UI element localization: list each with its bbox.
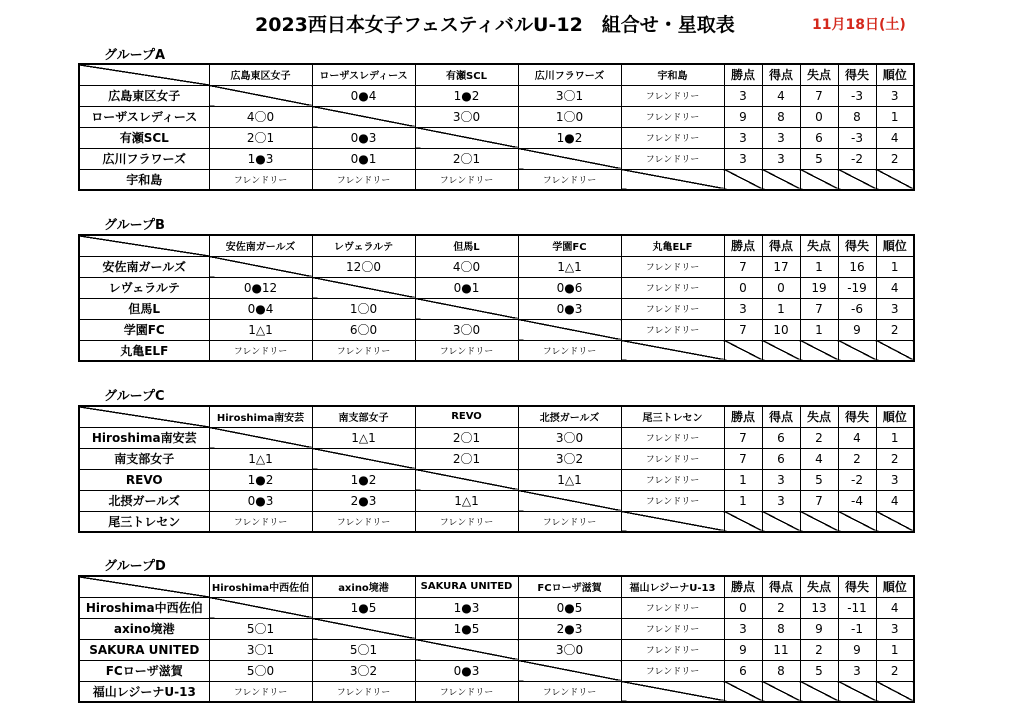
stat-column-header: 順位 xyxy=(876,235,914,256)
stat-column-header: 勝点 xyxy=(724,576,762,597)
table-row xyxy=(79,427,914,448)
self-match-cell xyxy=(518,660,621,681)
corner-cell xyxy=(79,235,209,256)
result-cell: 2〇1 xyxy=(415,148,518,169)
stat-cell: 4 xyxy=(838,427,876,448)
header-row xyxy=(79,64,914,85)
team-column-header: 学園FC xyxy=(518,235,621,256)
stat-cell: -3 xyxy=(838,127,876,148)
team-row-header: REVO xyxy=(79,469,209,490)
self-match-cell xyxy=(312,277,415,298)
stat-cell: 3 xyxy=(762,490,800,511)
empty-stat-cell xyxy=(800,169,838,190)
team-column-header: レヴェラルテ xyxy=(312,235,415,256)
stat-cell: 7 xyxy=(800,298,838,319)
team-column-header: 広川フラワーズ xyxy=(518,64,621,85)
stat-cell: 4 xyxy=(876,597,914,618)
self-match-cell xyxy=(621,681,724,702)
friendly-cell: フレンドリー xyxy=(518,340,621,361)
team-row-header: FCローザ滋賀 xyxy=(79,660,209,681)
stat-cell: 8 xyxy=(838,106,876,127)
table-row xyxy=(79,660,914,681)
result-cell: 0●3 xyxy=(312,127,415,148)
stat-cell: 3 xyxy=(724,618,762,639)
self-match-cell xyxy=(312,618,415,639)
friendly-cell: フレンドリー xyxy=(621,427,724,448)
stat-cell: 0 xyxy=(724,277,762,298)
stat-cell: 1 xyxy=(724,469,762,490)
stat-cell: 2 xyxy=(876,148,914,169)
team-column-header: Hiroshima中西佐伯 xyxy=(209,576,312,597)
friendly-cell: フレンドリー xyxy=(621,618,724,639)
stat-cell: 3 xyxy=(724,298,762,319)
standings-table xyxy=(78,63,915,191)
stat-cell: 7 xyxy=(800,85,838,106)
friendly-cell: フレンドリー xyxy=(209,169,312,190)
standings-table xyxy=(78,405,915,533)
stat-cell: 9 xyxy=(724,106,762,127)
self-match-cell xyxy=(209,427,312,448)
empty-stat-cell xyxy=(876,681,914,702)
friendly-cell: フレンドリー xyxy=(518,511,621,532)
corner-cell xyxy=(79,64,209,85)
page-title: 2023西日本女子フェスティバルU-12 組合せ・星取表 xyxy=(255,14,735,36)
friendly-cell: フレンドリー xyxy=(415,169,518,190)
result-cell: 5〇1 xyxy=(209,618,312,639)
table-row xyxy=(79,618,914,639)
team-column-header: Hiroshima南安芸 xyxy=(209,406,312,427)
stat-column-header: 失点 xyxy=(800,406,838,427)
result-cell: 3〇2 xyxy=(312,660,415,681)
empty-stat-cell xyxy=(800,340,838,361)
result-cell: 2●3 xyxy=(518,618,621,639)
table-row xyxy=(79,340,914,361)
team-column-header: 安佐南ガールズ xyxy=(209,235,312,256)
result-cell: 1●3 xyxy=(209,148,312,169)
stat-cell: 9 xyxy=(724,639,762,660)
team-column-header: 福山レジーナU-13 xyxy=(621,576,724,597)
team-column-header: 但馬L xyxy=(415,235,518,256)
event-date: 11月18日(土) xyxy=(812,17,906,33)
stat-cell: 3 xyxy=(876,618,914,639)
stat-column-header: 勝点 xyxy=(724,235,762,256)
stat-cell: 8 xyxy=(762,618,800,639)
stat-column-header: 順位 xyxy=(876,406,914,427)
result-cell: 1●2 xyxy=(518,127,621,148)
result-cell: 1△1 xyxy=(312,427,415,448)
stat-cell: 9 xyxy=(800,618,838,639)
header-row xyxy=(79,406,914,427)
stat-cell: 1 xyxy=(876,639,914,660)
team-column-header: 有瀬SCL xyxy=(415,64,518,85)
friendly-cell: フレンドリー xyxy=(518,681,621,702)
table-row xyxy=(79,169,914,190)
stat-column-header: 勝点 xyxy=(724,64,762,85)
team-column-header: SAKURA UNITED xyxy=(415,576,518,597)
stat-cell: 4 xyxy=(800,448,838,469)
friendly-cell: フレンドリー xyxy=(621,256,724,277)
stat-cell: 3 xyxy=(724,127,762,148)
result-cell: 3〇0 xyxy=(415,106,518,127)
team-column-header: axino境港 xyxy=(312,576,415,597)
result-cell: 3〇1 xyxy=(209,639,312,660)
stat-cell: 0 xyxy=(800,106,838,127)
table-row xyxy=(79,448,914,469)
team-column-header: ローザスレディース xyxy=(312,64,415,85)
result-cell: 0●6 xyxy=(518,277,621,298)
team-row-header: 広島東区女子 xyxy=(79,85,209,106)
empty-stat-cell xyxy=(762,169,800,190)
corner-cell xyxy=(79,576,209,597)
friendly-cell: フレンドリー xyxy=(621,106,724,127)
team-column-header: 丸亀ELF xyxy=(621,235,724,256)
team-row-header: レヴェラルテ xyxy=(79,277,209,298)
result-cell: 2〇1 xyxy=(209,127,312,148)
stat-cell: 3 xyxy=(876,85,914,106)
empty-stat-cell xyxy=(724,511,762,532)
team-row-header: 学園FC xyxy=(79,319,209,340)
stat-cell: 8 xyxy=(762,106,800,127)
team-row-header: 南支部女子 xyxy=(79,448,209,469)
stat-cell: 7 xyxy=(800,490,838,511)
empty-stat-cell xyxy=(762,681,800,702)
table-row xyxy=(79,469,914,490)
result-cell: 1△1 xyxy=(518,469,621,490)
team-column-header: 北摂ガールズ xyxy=(518,406,621,427)
stat-cell: 11 xyxy=(762,639,800,660)
empty-stat-cell xyxy=(724,169,762,190)
stat-cell: 2 xyxy=(800,427,838,448)
empty-stat-cell xyxy=(838,340,876,361)
stat-cell: 1 xyxy=(800,256,838,277)
stat-column-header: 得点 xyxy=(762,576,800,597)
stat-column-header: 得点 xyxy=(762,406,800,427)
self-match-cell xyxy=(415,639,518,660)
stat-cell: 3 xyxy=(762,148,800,169)
stat-cell: 7 xyxy=(724,448,762,469)
stat-cell: 1 xyxy=(876,427,914,448)
result-cell: 1●2 xyxy=(415,85,518,106)
team-column-header: 尾三トレセン xyxy=(621,406,724,427)
stat-cell: 2 xyxy=(762,597,800,618)
self-match-cell xyxy=(518,319,621,340)
friendly-cell: フレンドリー xyxy=(415,681,518,702)
table-row xyxy=(79,85,914,106)
result-cell: 2●3 xyxy=(312,490,415,511)
friendly-cell: フレンドリー xyxy=(621,85,724,106)
empty-stat-cell xyxy=(724,681,762,702)
stat-cell: 6 xyxy=(762,427,800,448)
table-row xyxy=(79,511,914,532)
stat-cell: 2 xyxy=(800,639,838,660)
stat-cell: 9 xyxy=(838,639,876,660)
stat-column-header: 得点 xyxy=(762,235,800,256)
result-cell: 0●3 xyxy=(518,298,621,319)
result-cell: 0●4 xyxy=(312,85,415,106)
stat-cell: -1 xyxy=(838,618,876,639)
team-row-header: 尾三トレセン xyxy=(79,511,209,532)
table-row xyxy=(79,298,914,319)
empty-stat-cell xyxy=(838,511,876,532)
friendly-cell: フレンドリー xyxy=(621,490,724,511)
self-match-cell xyxy=(209,597,312,618)
empty-stat-cell xyxy=(800,511,838,532)
stat-cell: -19 xyxy=(838,277,876,298)
table-row xyxy=(79,127,914,148)
stat-cell: 0 xyxy=(762,277,800,298)
stat-cell: 6 xyxy=(762,448,800,469)
team-row-header: 広川フラワーズ xyxy=(79,148,209,169)
header-row xyxy=(79,235,914,256)
stat-cell: 10 xyxy=(762,319,800,340)
stat-cell: 19 xyxy=(800,277,838,298)
friendly-cell: フレンドリー xyxy=(209,340,312,361)
stat-cell: 6 xyxy=(724,660,762,681)
result-cell: 1●2 xyxy=(209,469,312,490)
stat-cell: 2 xyxy=(876,660,914,681)
self-match-cell xyxy=(312,106,415,127)
stat-column-header: 勝点 xyxy=(724,406,762,427)
stat-cell: -11 xyxy=(838,597,876,618)
result-cell: 1△1 xyxy=(209,448,312,469)
team-row-header: SAKURA UNITED xyxy=(79,639,209,660)
result-cell: 0●4 xyxy=(209,298,312,319)
self-match-cell xyxy=(209,85,312,106)
friendly-cell: フレンドリー xyxy=(621,277,724,298)
table-row xyxy=(79,597,914,618)
empty-stat-cell xyxy=(876,169,914,190)
self-match-cell xyxy=(415,469,518,490)
result-cell: 0●5 xyxy=(518,597,621,618)
result-cell: 2〇1 xyxy=(415,448,518,469)
stat-cell: 4 xyxy=(762,85,800,106)
result-cell: 2〇1 xyxy=(415,427,518,448)
self-match-cell xyxy=(312,448,415,469)
stat-cell: 3 xyxy=(838,660,876,681)
stat-cell: 3 xyxy=(762,127,800,148)
team-row-header: 福山レジーナU-13 xyxy=(79,681,209,702)
stat-cell: 17 xyxy=(762,256,800,277)
stat-cell: 7 xyxy=(724,319,762,340)
empty-stat-cell xyxy=(838,169,876,190)
result-cell: 1〇0 xyxy=(518,106,621,127)
table-row xyxy=(79,256,914,277)
friendly-cell: フレンドリー xyxy=(621,148,724,169)
result-cell: 1●5 xyxy=(415,618,518,639)
friendly-cell: フレンドリー xyxy=(621,469,724,490)
standings-table xyxy=(78,234,915,362)
result-cell: 4〇0 xyxy=(415,256,518,277)
stat-cell: 1 xyxy=(724,490,762,511)
table-row xyxy=(79,277,914,298)
friendly-cell: フレンドリー xyxy=(621,319,724,340)
friendly-cell: フレンドリー xyxy=(312,169,415,190)
stat-cell: 1 xyxy=(876,256,914,277)
friendly-cell: フレンドリー xyxy=(415,511,518,532)
friendly-cell: フレンドリー xyxy=(621,660,724,681)
self-match-cell xyxy=(415,127,518,148)
result-cell: 4〇0 xyxy=(209,106,312,127)
team-row-header: 但馬L xyxy=(79,298,209,319)
stat-column-header: 得点 xyxy=(762,64,800,85)
result-cell: 3〇0 xyxy=(518,639,621,660)
standings-table xyxy=(78,575,915,703)
table-row xyxy=(79,681,914,702)
friendly-cell: フレンドリー xyxy=(415,340,518,361)
stat-cell: 1 xyxy=(762,298,800,319)
stat-column-header: 得失 xyxy=(838,64,876,85)
friendly-cell: フレンドリー xyxy=(621,298,724,319)
stat-column-header: 得失 xyxy=(838,576,876,597)
team-column-header: 広島東区女子 xyxy=(209,64,312,85)
stat-cell: 3 xyxy=(876,298,914,319)
stat-cell: 6 xyxy=(800,127,838,148)
empty-stat-cell xyxy=(876,340,914,361)
team-column-header: FCローザ滋賀 xyxy=(518,576,621,597)
result-cell: 0●1 xyxy=(415,277,518,298)
friendly-cell: フレンドリー xyxy=(621,597,724,618)
group-label: グループD xyxy=(104,559,166,574)
friendly-cell: フレンドリー xyxy=(621,127,724,148)
stat-cell: 4 xyxy=(876,490,914,511)
table-row xyxy=(79,639,914,660)
team-column-header: 宇和島 xyxy=(621,64,724,85)
stat-cell: 7 xyxy=(724,427,762,448)
stat-cell: 4 xyxy=(876,277,914,298)
stat-cell: 1 xyxy=(800,319,838,340)
stat-cell: 5 xyxy=(800,148,838,169)
friendly-cell: フレンドリー xyxy=(621,639,724,660)
self-match-cell xyxy=(518,490,621,511)
stat-cell: -4 xyxy=(838,490,876,511)
friendly-cell: フレンドリー xyxy=(312,681,415,702)
empty-stat-cell xyxy=(838,681,876,702)
stat-cell: 0 xyxy=(724,597,762,618)
team-row-header: axino境港 xyxy=(79,618,209,639)
empty-stat-cell xyxy=(762,340,800,361)
self-match-cell xyxy=(621,511,724,532)
empty-stat-cell xyxy=(724,340,762,361)
result-cell: 1●5 xyxy=(312,597,415,618)
team-row-header: 宇和島 xyxy=(79,169,209,190)
result-cell: 1●3 xyxy=(415,597,518,618)
friendly-cell: フレンドリー xyxy=(312,340,415,361)
stat-column-header: 順位 xyxy=(876,64,914,85)
stat-cell: 16 xyxy=(838,256,876,277)
stat-cell: 5 xyxy=(800,660,838,681)
result-cell: 0●12 xyxy=(209,277,312,298)
table-row xyxy=(79,106,914,127)
self-match-cell xyxy=(518,148,621,169)
group-label: グループC xyxy=(104,389,165,404)
result-cell: 5〇1 xyxy=(312,639,415,660)
stat-cell: 2 xyxy=(876,319,914,340)
stat-cell: -6 xyxy=(838,298,876,319)
friendly-cell: フレンドリー xyxy=(209,511,312,532)
team-row-header: 有瀬SCL xyxy=(79,127,209,148)
group-label: グループB xyxy=(104,218,165,233)
friendly-cell: フレンドリー xyxy=(518,169,621,190)
empty-stat-cell xyxy=(800,681,838,702)
team-row-header: 北摂ガールズ xyxy=(79,490,209,511)
result-cell: 1△1 xyxy=(518,256,621,277)
stat-cell: 3 xyxy=(724,85,762,106)
result-cell: 1〇0 xyxy=(312,298,415,319)
result-cell: 1△1 xyxy=(209,319,312,340)
stat-cell: 2 xyxy=(838,448,876,469)
corner-cell xyxy=(79,406,209,427)
empty-stat-cell xyxy=(762,511,800,532)
stat-cell: 3 xyxy=(762,469,800,490)
stat-cell: 9 xyxy=(838,319,876,340)
empty-stat-cell xyxy=(876,511,914,532)
team-column-header: REVO xyxy=(415,406,518,427)
friendly-cell: フレンドリー xyxy=(312,511,415,532)
result-cell: 3〇1 xyxy=(518,85,621,106)
result-cell: 0●1 xyxy=(312,148,415,169)
result-cell: 3〇0 xyxy=(415,319,518,340)
friendly-cell: フレンドリー xyxy=(209,681,312,702)
table-row xyxy=(79,319,914,340)
team-row-header: Hiroshima南安芸 xyxy=(79,427,209,448)
stat-cell: 13 xyxy=(800,597,838,618)
group-label: グループA xyxy=(104,48,166,63)
result-cell: 0●3 xyxy=(415,660,518,681)
self-match-cell xyxy=(415,298,518,319)
stat-column-header: 失点 xyxy=(800,576,838,597)
self-match-cell xyxy=(621,340,724,361)
result-cell: 3〇0 xyxy=(518,427,621,448)
team-row-header: ローザスレディース xyxy=(79,106,209,127)
result-cell: 3〇2 xyxy=(518,448,621,469)
header-row xyxy=(79,576,914,597)
stat-column-header: 順位 xyxy=(876,576,914,597)
result-cell: 12〇0 xyxy=(312,256,415,277)
stat-cell: 8 xyxy=(762,660,800,681)
stat-cell: 2 xyxy=(876,448,914,469)
stat-column-header: 得失 xyxy=(838,406,876,427)
table-row xyxy=(79,148,914,169)
self-match-cell xyxy=(209,256,312,277)
stat-cell: -2 xyxy=(838,469,876,490)
stat-cell: 7 xyxy=(724,256,762,277)
stat-cell: -2 xyxy=(838,148,876,169)
stat-cell: 3 xyxy=(876,469,914,490)
self-match-cell xyxy=(621,169,724,190)
result-cell: 1●2 xyxy=(312,469,415,490)
team-row-header: Hiroshima中西佐伯 xyxy=(79,597,209,618)
team-row-header: 安佐南ガールズ xyxy=(79,256,209,277)
result-cell: 0●3 xyxy=(209,490,312,511)
result-cell: 6〇0 xyxy=(312,319,415,340)
stat-cell: 3 xyxy=(724,148,762,169)
stat-column-header: 失点 xyxy=(800,64,838,85)
result-cell: 5〇0 xyxy=(209,660,312,681)
friendly-cell: フレンドリー xyxy=(621,448,724,469)
stat-cell: 4 xyxy=(876,127,914,148)
stat-cell: 1 xyxy=(876,106,914,127)
stat-cell: 5 xyxy=(800,469,838,490)
team-column-header: 南支部女子 xyxy=(312,406,415,427)
stat-cell: -3 xyxy=(838,85,876,106)
table-row xyxy=(79,490,914,511)
stat-column-header: 得失 xyxy=(838,235,876,256)
stat-column-header: 失点 xyxy=(800,235,838,256)
result-cell: 1△1 xyxy=(415,490,518,511)
team-row-header: 丸亀ELF xyxy=(79,340,209,361)
